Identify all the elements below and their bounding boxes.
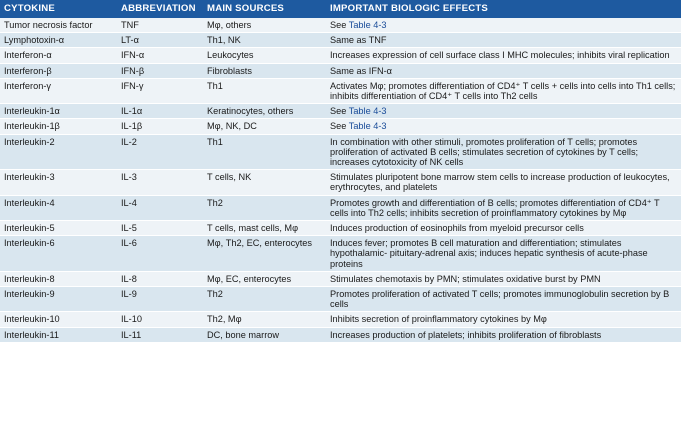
main-sources-cell: Th1 (203, 78, 326, 103)
table-header (0, 0, 681, 18)
main-sources-cell: DC, bone marrow (203, 327, 326, 342)
main-sources-cell: Mφ, others (203, 18, 326, 33)
table-row (0, 48, 681, 63)
cytokine-cell: Interleukin-1α (0, 104, 117, 119)
table-row (0, 104, 681, 119)
abbreviation-cell: IL-5 (117, 221, 203, 236)
main-sources-cell: Th2 (203, 287, 326, 312)
main-sources-cell: Mφ, Th2, EC, enterocytes (203, 236, 326, 272)
biologic-effects-cell (326, 271, 681, 286)
main-sources-cell: Th2, Mφ (203, 312, 326, 327)
abbreviation-cell: LT-α (117, 33, 203, 48)
biologic-effects-cell (326, 327, 681, 342)
effects-text: Stimulates pluripotent bone marrow stem cells to increase production of leukocytes, erythrocytes, and platelets (330, 172, 670, 193)
main-sources-cell: Fibroblasts (203, 63, 326, 78)
effects-text: Promotes growth and differentiation of B cells; promotes differentiation of CD4⁺ T cells into Th2 cells; inhibits secretion of proinflammatory cytokines by Mφ (330, 197, 660, 218)
table-row (0, 287, 681, 312)
table-row (0, 236, 681, 272)
table-row (0, 63, 681, 78)
abbreviation-cell: IL-1α (117, 104, 203, 119)
header-cytokine: CYTOKINE (0, 0, 117, 18)
abbreviation-cell: IL-3 (117, 170, 203, 195)
table-reference-link[interactable]: Table 4-3 (348, 106, 387, 117)
biologic-effects-cell (326, 195, 681, 220)
cytokine-cell: Interferon-γ (0, 78, 117, 103)
abbreviation-cell: IFN-α (117, 48, 203, 63)
biologic-effects-cell (326, 221, 681, 236)
table-reference-link[interactable]: Table 4-3 (348, 121, 387, 132)
table-row (0, 33, 681, 48)
cytokine-cell: Interleukin-9 (0, 287, 117, 312)
header-abbreviation: ABBREVIATION (117, 0, 203, 18)
effects-text: Activates Mφ; promotes differentiation of CD4⁺ T cells + cells into cells into Th1 cells; inhibits differentiation of CD4⁺ T cells into Th2 cells (330, 80, 676, 102)
biologic-effects-cell (326, 63, 681, 78)
abbreviation-cell: IL-2 (117, 134, 203, 170)
biologic-effects-cell (326, 236, 681, 272)
table-row (0, 134, 681, 170)
cytokine-cell: Interferon-α (0, 48, 117, 63)
biologic-effects-cell (326, 312, 681, 327)
effects-text: Induces production of eosinophils from myeloid precursor cells (330, 223, 584, 234)
table-row (0, 78, 681, 103)
table-row (0, 170, 681, 195)
biologic-effects-cell (326, 78, 681, 103)
cytokine-cell: Interleukin-10 (0, 312, 117, 327)
main-sources-cell: Leukocytes (203, 48, 326, 63)
abbreviation-cell: IL-4 (117, 195, 203, 220)
cytokine-cell: Interleukin-5 (0, 221, 117, 236)
abbreviation-cell: IL-8 (117, 271, 203, 286)
main-sources-cell: T cells, mast cells, Mφ (203, 221, 326, 236)
table-row (0, 271, 681, 286)
effects-text: Promotes proliferation of activated T cells; promotes immunoglobulin secretion by B cells (330, 289, 670, 310)
biologic-effects-cell (326, 104, 681, 119)
effects-text: See (330, 20, 349, 30)
cytokine-cell: Interleukin-11 (0, 327, 117, 342)
cytokine-cell: Lymphotoxin-α (0, 33, 117, 48)
cytokine-cell: Interleukin-4 (0, 195, 117, 220)
effects-text: Increases production of platelets; inhibits proliferation of fibroblasts (330, 329, 602, 340)
main-sources-cell: Mφ, EC, enterocytes (203, 271, 326, 286)
cytokine-cell: Interleukin-8 (0, 271, 117, 286)
header-row (0, 0, 681, 18)
table-row (0, 312, 681, 327)
abbreviation-cell: IFN-β (117, 63, 203, 78)
effects-text: See (330, 106, 349, 117)
biologic-effects-cell (326, 134, 681, 170)
effects-text: Same as TNF (330, 35, 387, 46)
cytokine-cell: Tumor necrosis factor (0, 18, 117, 33)
abbreviation-cell: IL-10 (117, 312, 203, 327)
abbreviation-cell: IL-11 (117, 327, 203, 342)
biologic-effects-cell (326, 119, 681, 134)
biologic-effects-cell (326, 48, 681, 63)
effects-text: Increases expression of cell surface class I MHC molecules; inhibits viral replication (330, 50, 670, 61)
header-biologic-effects: IMPORTANT BIOLOGIC EFFECTS (326, 0, 681, 18)
biologic-effects-cell (326, 287, 681, 312)
abbreviation-cell: IFN-γ (117, 78, 203, 103)
abbreviation-cell: IL-1β (117, 119, 203, 134)
cytokine-cell: Interleukin-1β (0, 119, 117, 134)
abbreviation-cell: IL-9 (117, 287, 203, 312)
main-sources-cell: Th2 (203, 195, 326, 220)
table-body (0, 18, 681, 342)
effects-text: Inhibits secretion of proinflammatory cytokines by Mφ (330, 314, 547, 325)
cytokine-cell: Interferon-β (0, 63, 117, 78)
header-main-sources: MAIN SOURCES (203, 0, 326, 18)
effects-text: Stimulates chemotaxis by PMN; stimulates oxidative burst by PMN (330, 273, 601, 284)
biologic-effects-cell (326, 170, 681, 195)
main-sources-cell: Th1, NK (203, 33, 326, 48)
table-row (0, 221, 681, 236)
abbreviation-cell: TNF (117, 18, 203, 33)
main-sources-cell: Mφ, NK, DC (203, 119, 326, 134)
cytokine-cell: Interleukin-2 (0, 134, 117, 170)
biologic-effects-cell (326, 18, 681, 33)
effects-text: In combination with other stimuli, promotes proliferation of T cells; promotes proliferation of activated B cells; stimulates secretion of cytokines by T cells; increases cytotoxicity of NK cells (330, 136, 639, 168)
main-sources-cell: Th1 (203, 134, 326, 170)
cytokine-cell: Interleukin-6 (0, 236, 117, 272)
table-reference-link[interactable]: Table 4-3 (348, 20, 387, 30)
abbreviation-cell: IL-6 (117, 236, 203, 272)
biologic-effects-cell (326, 33, 681, 48)
effects-text: Induces fever; promotes B cell maturation and differentiation; stimulates hypothalamic- pituitary-adrenal axis; induces hepatic synthesis of acute-phase proteins (330, 238, 648, 269)
main-sources-cell: Keratinocytes, others (203, 104, 326, 119)
table-row (0, 327, 681, 342)
effects-text: See (330, 121, 349, 132)
main-sources-cell: T cells, NK (203, 170, 326, 195)
table-row (0, 18, 681, 33)
cytokine-cell: Interleukin-3 (0, 170, 117, 195)
effects-text: Same as IFN-α (330, 65, 392, 76)
table-row (0, 195, 681, 220)
table-row (0, 119, 681, 134)
